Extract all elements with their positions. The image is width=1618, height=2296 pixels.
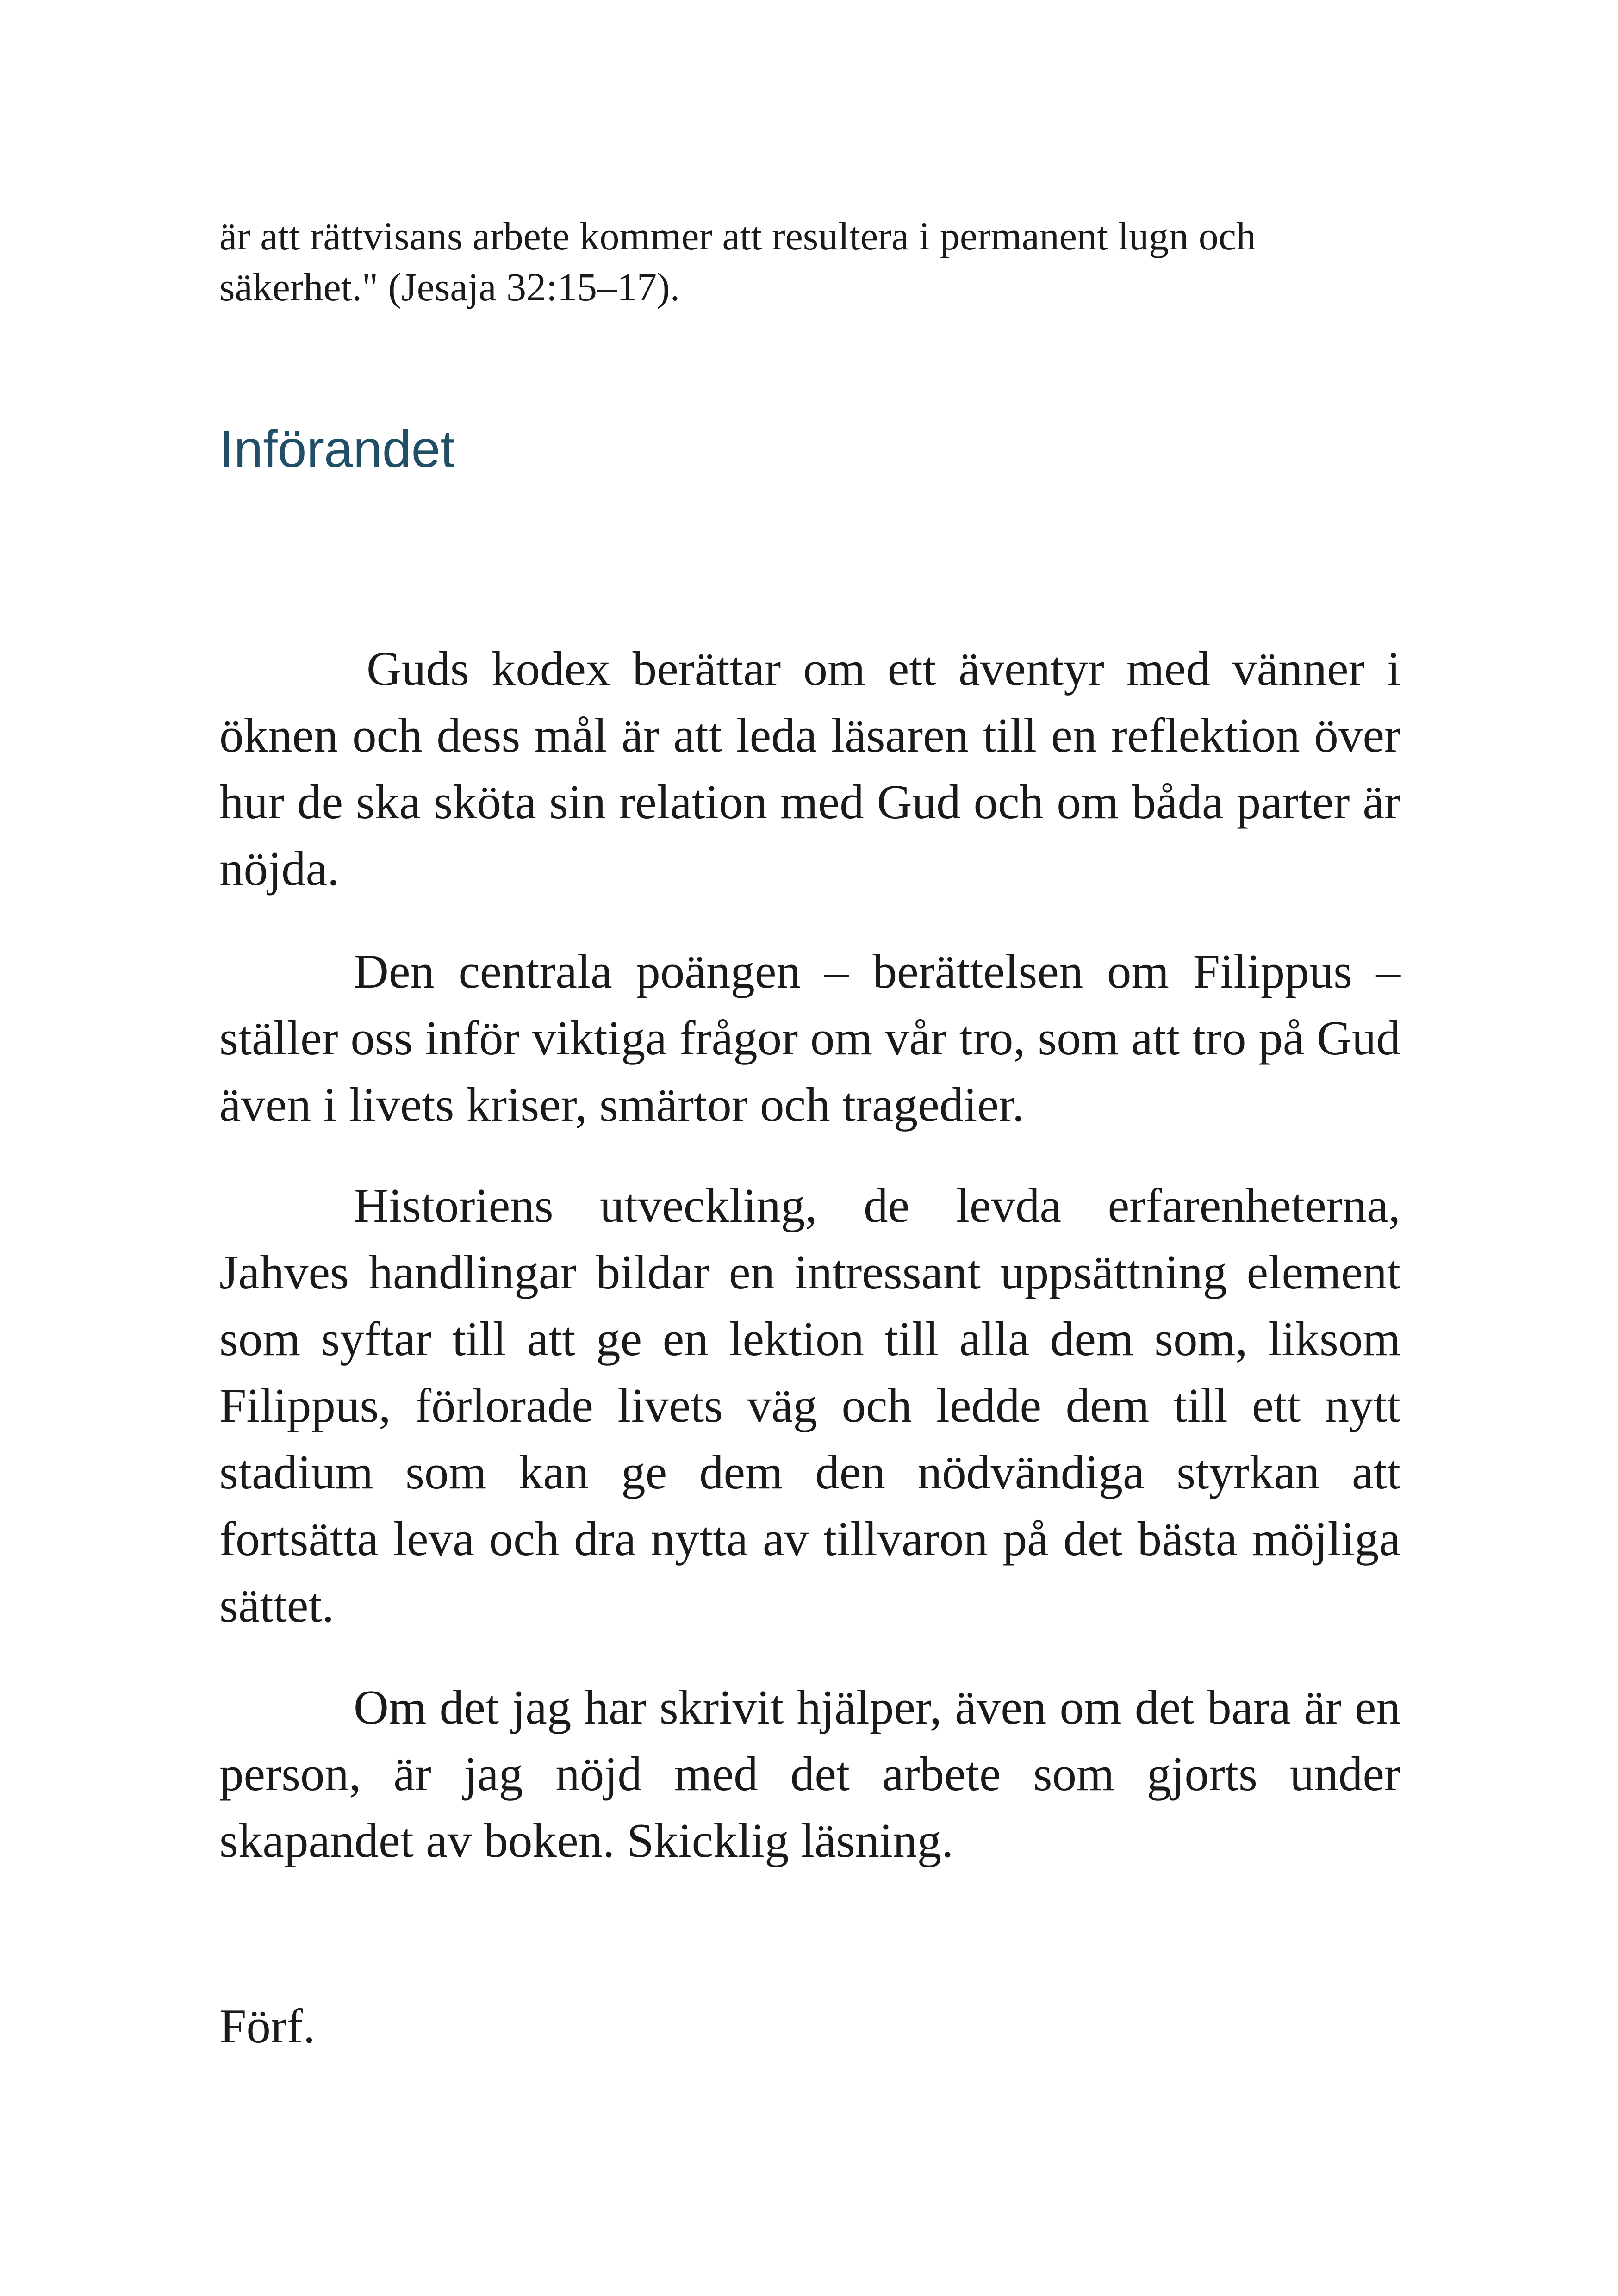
section-heading: Införandet bbox=[219, 420, 455, 478]
paragraph-central-point: Den centrala poängen – berättelsen om Filippus – ställer oss inför viktiga frågor om vår tro, som att tro på Gud även i livets kriser, smärtor och tragedier. bbox=[219, 944, 1400, 1132]
quote-continuation: är att rättvisans arbete kommer att resultera i permanent lugn och säkerhet." (Jesaja 32:15–17). bbox=[219, 214, 1256, 309]
paragraph-closing: Om det jag har skrivit hjälper, även om det bara är en person, är jag nöjd med det arbete som gjorts under skapandet av boken. Skicklig läsning. bbox=[219, 1680, 1400, 1867]
author-signature: Förf. bbox=[219, 1999, 316, 2053]
paragraph-story-development: Historiens utveckling, de levda erfarenheterna, Jahves handlingar bildar en intressant uppsättning element som syftar till att ge en lektion till alla dem som, liksom Filippus, förlorade livets väg och ledde dem till ett nytt stadium som kan ge dem den nödvändiga styrkan att fortsätta leva och dra nytta av tillvaron på det bästa möjliga sättet. bbox=[219, 1178, 1400, 1632]
paragraph-intro: Guds kodex berättar om ett äventyr med vänner i öknen och dess mål är att leda läsaren till en reflektion över hur de ska sköta sin relation med Gud och om båda parter är nöjda. bbox=[219, 641, 1400, 896]
